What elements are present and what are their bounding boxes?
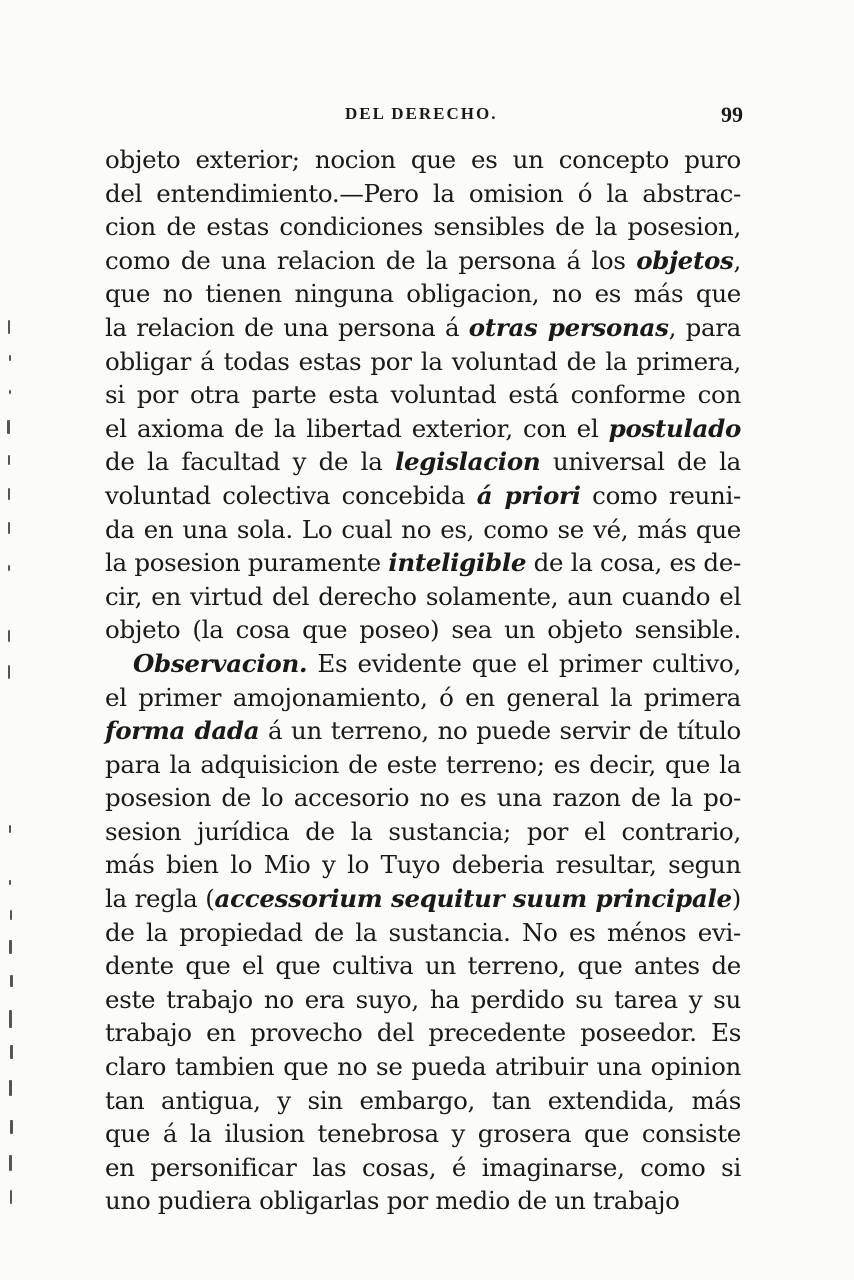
text-line <box>105 815 741 849</box>
running-title: DEL DERECHO. <box>345 104 498 123</box>
italic-term: otras personas <box>468 312 669 342</box>
margin-specks <box>0 300 24 1220</box>
text-run: trabajo en provecho del precedente poseedor. Es <box>105 1018 741 1048</box>
text-line <box>105 378 741 412</box>
text-run: universal de la <box>540 447 741 477</box>
text-run: dente que el que cultiva un terreno, que antes de <box>105 951 741 981</box>
text-line <box>105 748 741 782</box>
italic-term: accessorium sequitur suum principale <box>214 884 732 914</box>
italic-term: legislacion <box>394 447 541 477</box>
text-run: que á la ilusion tenebrosa y grosera que consiste <box>105 1119 741 1149</box>
text-line <box>105 714 741 748</box>
text-run: este trabajo no era suyo, ha perdido su tarea y su <box>105 984 741 1014</box>
text-line <box>105 983 741 1017</box>
text-line <box>105 848 741 882</box>
text-line <box>105 210 741 244</box>
text-run: objeto exterior; nocion que es un concepto puro <box>105 145 741 174</box>
text-run: posesion de lo accesorio no es una razon de la po- <box>105 783 741 813</box>
text-run: en personificar las cosas, é imaginarse, como si <box>105 1152 741 1182</box>
text-line <box>105 311 741 345</box>
text-run: la posesion puramente <box>105 548 389 578</box>
text-line <box>105 580 741 614</box>
text-run: de la propiedad de la sustancia. No es ménos evi- <box>105 917 741 947</box>
text-run: del entendimiento.—Pero la omision ó la abstrac- <box>105 178 741 208</box>
text-line <box>105 143 741 177</box>
text-run: cion de estas condiciones sensibles de la posesion, <box>105 212 741 242</box>
text-run: obligar á todas estas por la voluntad de la primera, <box>105 346 741 376</box>
text-line <box>105 546 741 580</box>
text-run: cir, en virtud del derecho solamente, aun cuando el <box>105 581 741 611</box>
text-run: uno pudiera obligarlas por medio de un trabajo <box>105 1186 680 1216</box>
italic-term: forma dada <box>105 716 260 746</box>
text-run: la relacion de una persona á <box>105 312 469 342</box>
text-run: más bien lo Mio y lo Tuyo deberia resultar, segun <box>105 850 741 880</box>
text-line <box>105 277 741 311</box>
text-run: Es evidente que el primer cultivo, <box>307 648 741 678</box>
text-line <box>105 177 741 211</box>
text-run: ) <box>731 884 742 914</box>
text-line <box>105 244 741 278</box>
text-line <box>105 445 741 479</box>
body-text <box>105 143 741 1218</box>
text-line <box>105 781 741 815</box>
text-run: como reuni- <box>580 480 741 510</box>
text-run: á un terreno, no puede servir de título <box>259 716 741 746</box>
text-run: que no tienen ninguna obligacion, no es más que <box>105 279 741 309</box>
text-run: , para <box>668 312 741 342</box>
text-run: el primer amojonamiento, ó en general la primera <box>105 682 741 712</box>
text-run: de la cosa, es de- <box>526 548 741 578</box>
text-line <box>105 613 741 647</box>
italic-term: Observacion. <box>133 648 308 678</box>
text-run: da en una sola. Lo cual no es, como se vé, más que <box>105 514 741 544</box>
text-run: el axioma de la libertad exterior, con el <box>105 413 609 443</box>
text-line <box>105 1184 741 1218</box>
text-run: si por otra parte esta voluntad está conforme con <box>105 380 741 410</box>
page-number: 99 <box>721 102 743 127</box>
text-run: claro tambien que no se pueda atribuir una opinion <box>105 1052 741 1082</box>
text-line <box>105 916 741 950</box>
italic-term: inteligible <box>388 548 527 578</box>
text-line <box>105 1084 741 1118</box>
text-run: de la facultad y de la <box>105 447 395 477</box>
italic-term: objetos <box>636 245 734 275</box>
text-run: voluntad colectiva concebida <box>105 480 477 510</box>
text-run: la regla ( <box>105 884 215 914</box>
text-line <box>105 479 741 513</box>
italic-term: á priori <box>476 480 581 510</box>
text-line <box>105 681 741 715</box>
text-run: para la adquisicion de este terreno; es decir, que la <box>105 749 741 779</box>
text-line <box>105 1016 741 1050</box>
text-line <box>105 345 741 379</box>
text-line <box>105 647 741 681</box>
text-line <box>105 949 741 983</box>
text-line <box>105 1050 741 1084</box>
text-line <box>105 1117 741 1151</box>
text-line <box>105 1151 741 1185</box>
italic-term: postulado <box>608 413 741 443</box>
text-line <box>105 513 741 547</box>
text-run: sesion jurídica de la sustancia; por el contrario, <box>105 816 741 846</box>
text-run: , <box>733 245 741 275</box>
text-line <box>105 412 741 446</box>
text-run: objeto (la cosa que poseo) sea un objeto sensible. <box>105 615 741 645</box>
text-line <box>105 882 741 916</box>
text-run: como de una relacion de la persona á los <box>105 245 637 275</box>
running-header <box>105 104 745 134</box>
text-run: tan antigua, y sin embargo, tan extendida, más <box>105 1085 741 1115</box>
